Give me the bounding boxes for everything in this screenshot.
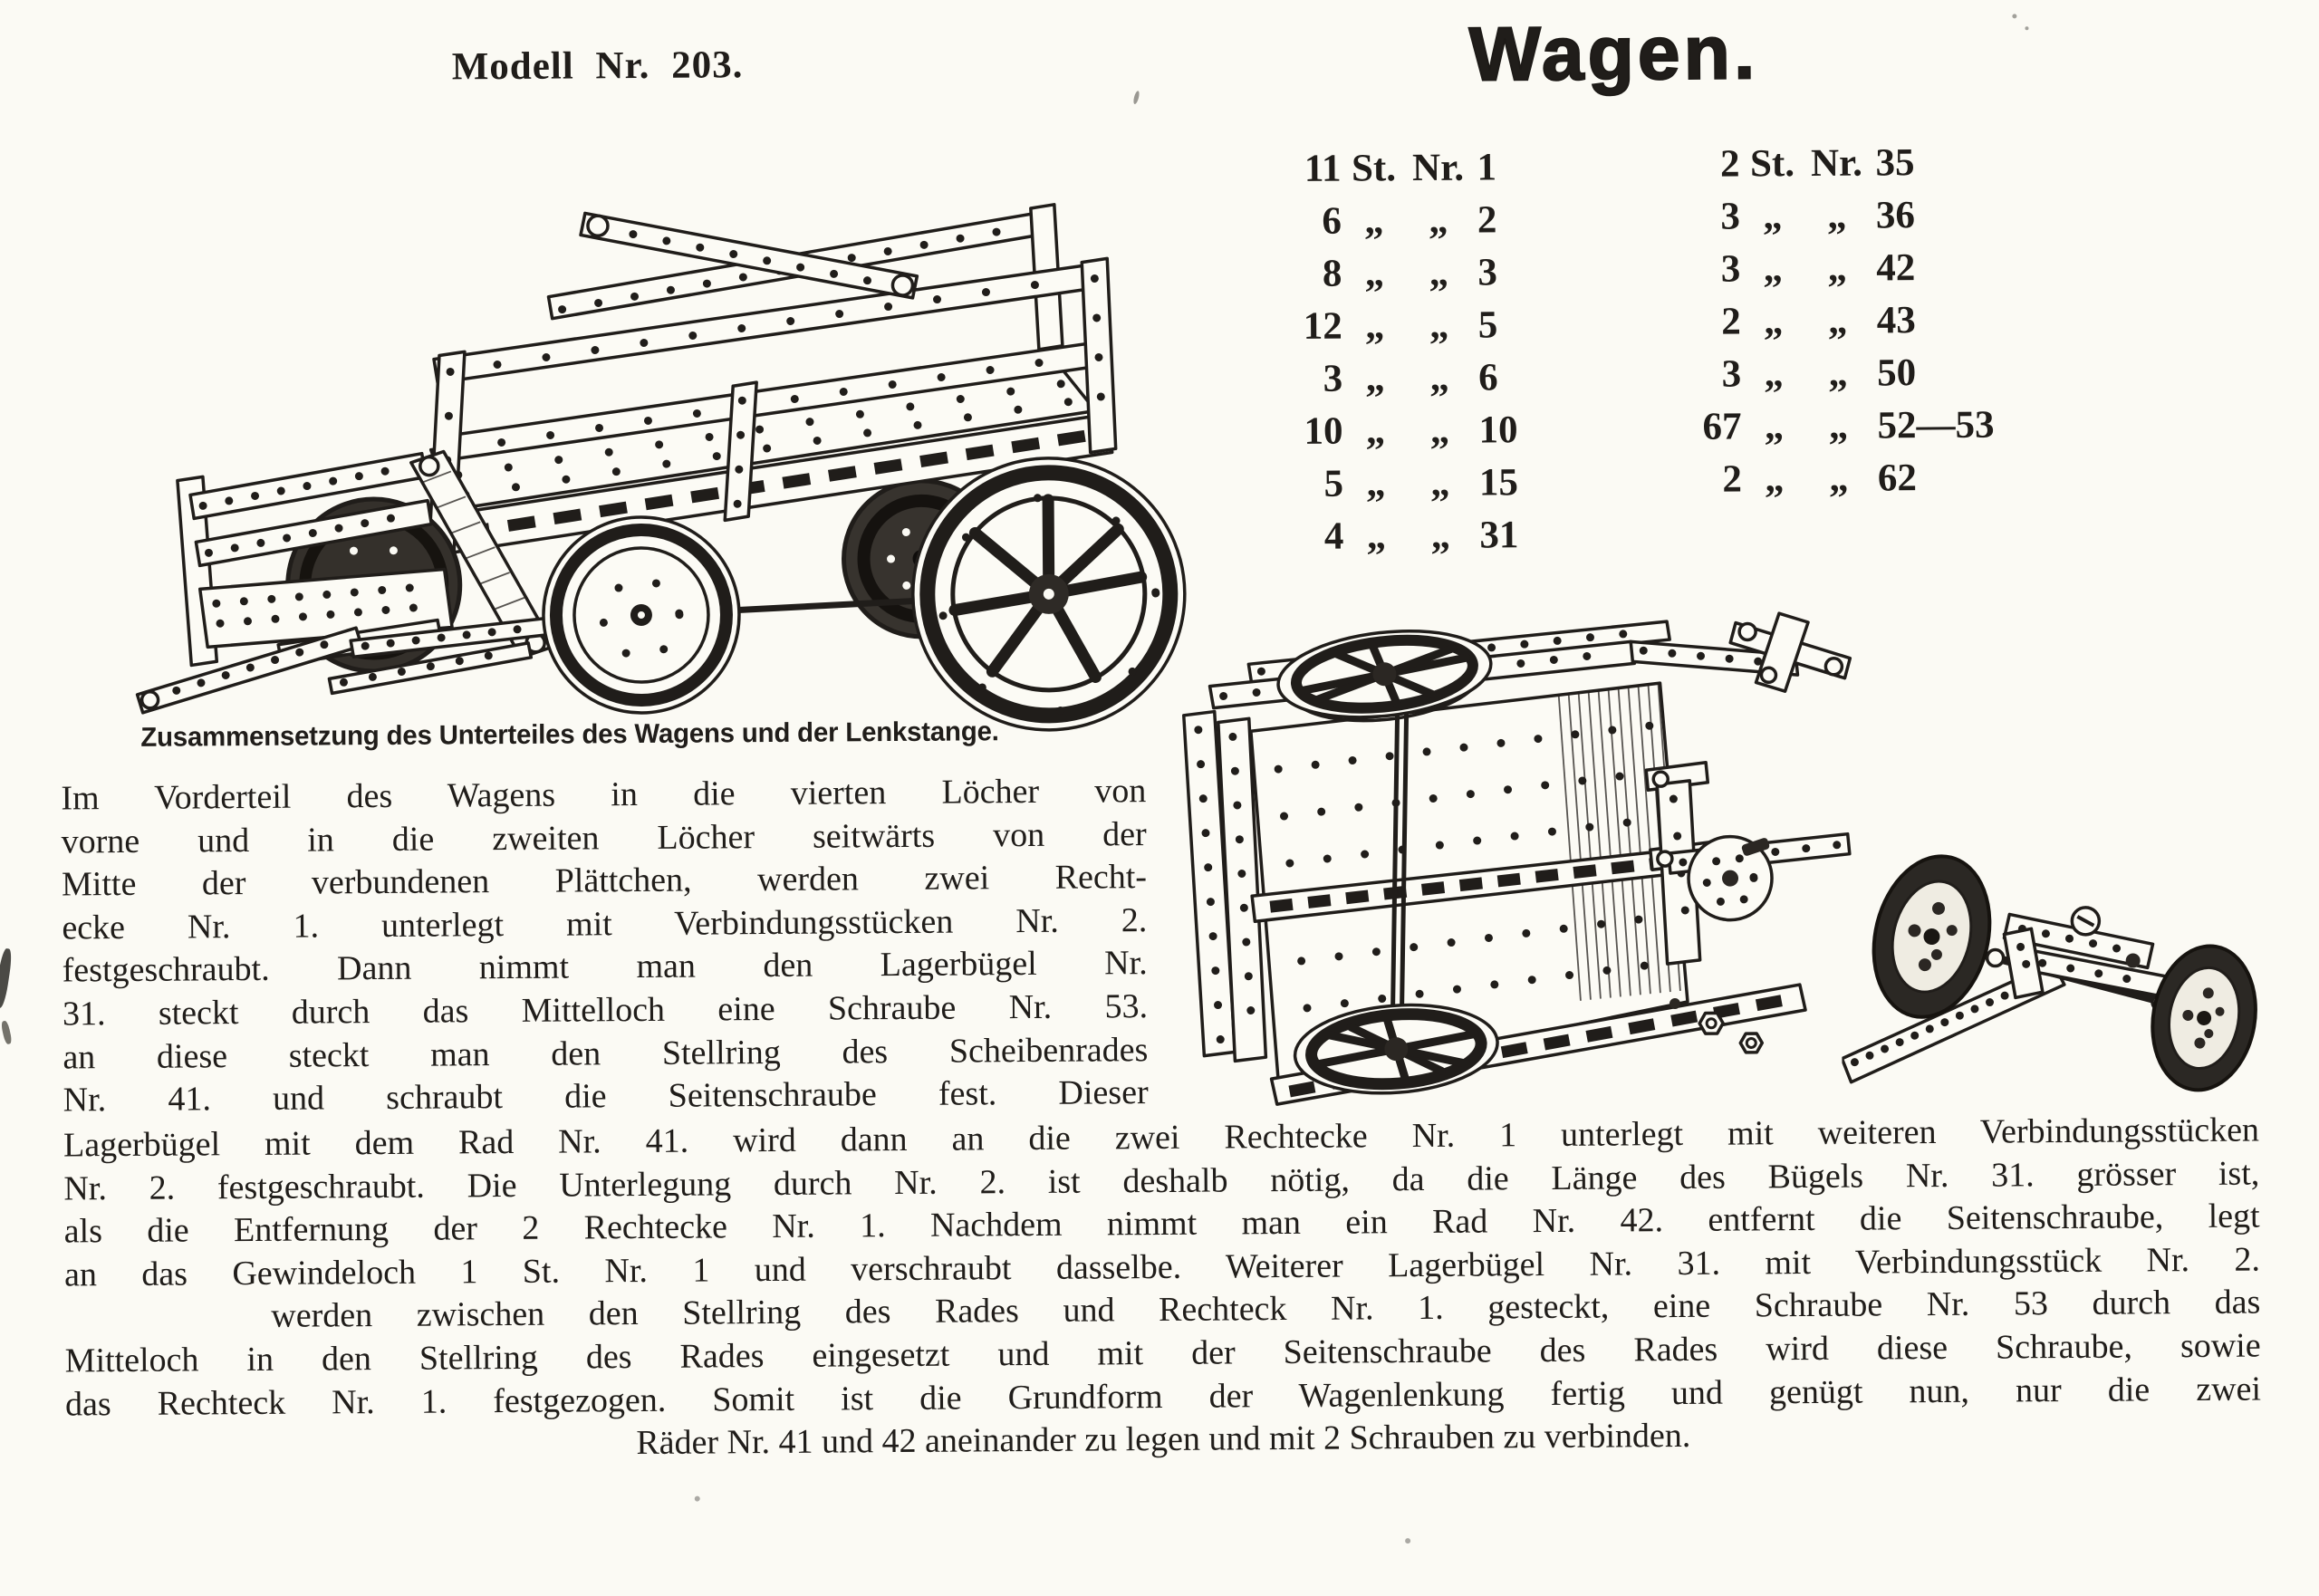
part-quantity: 5 (1323, 462, 1344, 505)
steering-axle-illustration (1841, 827, 2318, 1134)
part-number: 52—53 (1877, 403, 1995, 447)
part-number: 43 (1876, 298, 1916, 341)
part-unit: St. (1749, 141, 1795, 185)
parts-list-right-column (1660, 136, 1995, 506)
wagon-body-illustration (1160, 576, 1883, 1111)
parts-row (1263, 403, 1517, 457)
assembly-caption: Zusammensetzung des Unterteiles des Wagens und der Lenkstange. (140, 716, 999, 753)
wagon-underframe-illustration (53, 86, 1195, 742)
body-line: festgeschraubt. Dann nimmt man den Lagerbügel Nr. (62, 944, 1148, 990)
part-number: 36 (1875, 193, 1916, 236)
part-unit-ditto: „ (1763, 194, 1783, 237)
parts-row (1661, 293, 1994, 349)
scan-speck (1405, 1538, 1410, 1543)
part-quantity: 12 (1303, 304, 1342, 348)
part-quantity: 67 (1702, 405, 1742, 448)
part-quantity: 8 (1322, 252, 1342, 295)
part-number: 35 (1875, 140, 1915, 184)
scan-edge-mark (0, 947, 14, 1008)
part-quantity: 6 (1322, 199, 1342, 243)
part-number: 10 (1478, 408, 1518, 452)
parts-list-left-column (1261, 140, 1518, 562)
part-nr-ditto: „ (1828, 351, 1849, 395)
body-paragraph-wide (63, 1110, 2262, 1470)
body-line: Mitte der verbundenen Plättchen, werden zwei Recht- (61, 858, 1148, 904)
part-number: 6 (1477, 355, 1498, 399)
part-quantity: 3 (1720, 247, 1741, 291)
part-unit-ditto: „ (1364, 251, 1385, 294)
part-unit: St. (1351, 146, 1397, 190)
rear-spoked-wheel (912, 457, 1186, 731)
part-unit-ditto: „ (1366, 514, 1387, 557)
scan-speck (2012, 14, 2016, 18)
part-nr-ditto: „ (1429, 409, 1450, 452)
parts-row (1660, 136, 1992, 191)
part-unit-ditto: „ (1763, 246, 1784, 290)
part-nr-ditto: „ (1829, 457, 1849, 500)
parts-row (1264, 456, 1518, 510)
scan-speck (2025, 26, 2028, 30)
part-nr-ditto: „ (1429, 198, 1448, 242)
part-unit-ditto: „ (1763, 299, 1784, 342)
part-quantity: 10 (1304, 409, 1343, 453)
part-number: 5 (1477, 303, 1498, 347)
front-disc-wheel (543, 516, 740, 714)
part-nr-label: Nr. (1810, 141, 1863, 185)
part-quantity: 2 (1719, 142, 1740, 186)
model-number-label: Modell Nr. 203. (451, 43, 744, 89)
body-line: an diese steckt man den Stellring des Scheibenrades (63, 1030, 1149, 1077)
body-paragraph-narrow (61, 770, 1149, 1122)
parts-row (1661, 346, 1994, 401)
parts-row (1264, 508, 1518, 562)
body-line: Nr. 2. festgeschraubt. Die Unterlegung durch Nr. 2. ist deshalb nötig, da die Länge des Bügels Nr. 31. grösser ist, (63, 1154, 2260, 1208)
part-nr-ditto: „ (1429, 356, 1450, 399)
parts-row (1660, 188, 1993, 244)
body-line: das Rechteck Nr. 1. festgezogen. Somit ist die Grundform der Wagenlenkung fertig und genügt nun, nur die zwei (64, 1370, 2262, 1424)
body-line: werden zwischen den Stellring des Rades und Rechteck Nr. 1. gesteckt, eine Schraube Nr. 53 durch das (271, 1283, 2261, 1336)
part-quantity: 3 (1721, 352, 1742, 396)
part-number: 50 (1876, 351, 1917, 394)
body-line: 31. steckt durch das Mittelloch eine Schraube Nr. 53. (62, 987, 1149, 1034)
part-nr-ditto: „ (1429, 251, 1449, 294)
body-last-line: Räder Nr. 41 und 42 aneinander zu legen und mit 2 Schrauben zu verbinden. (636, 1417, 1691, 1463)
body-line: Im Vorderteil des Wagens in die vierten Löcher von (61, 772, 1147, 818)
part-nr-ditto: „ (1430, 514, 1451, 557)
part-quantity: 4 (1323, 514, 1344, 558)
part-unit-ditto: „ (1765, 457, 1785, 500)
parts-row (1263, 298, 1517, 352)
parts-row (1261, 140, 1516, 195)
part-nr-ditto: „ (1827, 246, 1848, 290)
part-number: 62 (1877, 456, 1918, 499)
part-nr-ditto: „ (1828, 404, 1849, 447)
parts-row (1263, 351, 1517, 405)
parts-row (1262, 193, 1516, 247)
parts-row (1662, 451, 1995, 506)
part-number: 2 (1477, 197, 1497, 242)
part-number: 1 (1477, 145, 1497, 189)
part-unit-ditto: „ (1366, 461, 1386, 505)
parts-row (1661, 399, 1994, 454)
part-quantity: 3 (1720, 195, 1741, 238)
part-number: 31 (1479, 513, 1519, 557)
part-number: 3 (1477, 250, 1498, 294)
part-number: 15 (1478, 460, 1519, 505)
right-disc-wheel (2142, 938, 2266, 1098)
part-unit-ditto: „ (1764, 404, 1785, 447)
body-line: Mitteloch in den Stellring des Rades eingesetzt und mit der Seitenschraube des Rades wird diese Schraube, sowie (64, 1326, 2261, 1380)
body-line: Nr. 41. und schraubt die Seitenschraube fest. Dieser (63, 1073, 1149, 1120)
parts-row (1262, 245, 1516, 300)
part-quantity: 2 (1721, 300, 1741, 343)
parts-row (1660, 241, 1993, 296)
page-title: Wagen. (1468, 9, 1759, 97)
part-quantity: 3 (1323, 357, 1343, 400)
scan-edge-mark (0, 1020, 12, 1044)
part-nr-label: Nr. (1411, 146, 1465, 189)
body-line: vorne und in die zweiten Löcher seitwärts von der (61, 814, 1147, 861)
part-unit-ditto: „ (1764, 351, 1785, 395)
part-quantity: 11 (1304, 147, 1342, 190)
scan-speck (695, 1496, 700, 1502)
part-unit-ditto: „ (1364, 198, 1384, 242)
body-line: ecke Nr. 1. unterlegt mit Verbindungsstücken Nr. 2. (62, 900, 1148, 947)
body-line: an das Gewindeloch 1 St. Nr. 1 und verschraubt dasselbe. Weiterer Lagerbügel Nr. 31. mit Verbindungsstück Nr. 2. (63, 1240, 2261, 1294)
part-quantity: 2 (1722, 457, 1743, 501)
part-number: 42 (1876, 245, 1916, 289)
part-unit-ditto: „ (1365, 356, 1386, 399)
part-nr-ditto: „ (1827, 299, 1848, 342)
body-line: Lagerbügel mit dem Rad Nr. 41. wird dann an die zwei Rechtecke Nr. 1 unterlegt mit weiteren Verbindungsstücken (63, 1110, 2260, 1165)
part-nr-ditto: „ (1430, 461, 1450, 505)
part-unit-ditto: „ (1365, 409, 1386, 452)
crank-bracket (1646, 762, 1851, 965)
body-line: als die Entfernung der 2 Rechtecke Nr. 1. Nachdem nimmt man ein Rad Nr. 42. entfernt die Seitenschraube, legt (63, 1197, 2260, 1251)
part-nr-ditto: „ (1826, 194, 1847, 237)
part-nr-ditto: „ (1429, 303, 1449, 347)
part-unit-ditto: „ (1364, 303, 1385, 347)
